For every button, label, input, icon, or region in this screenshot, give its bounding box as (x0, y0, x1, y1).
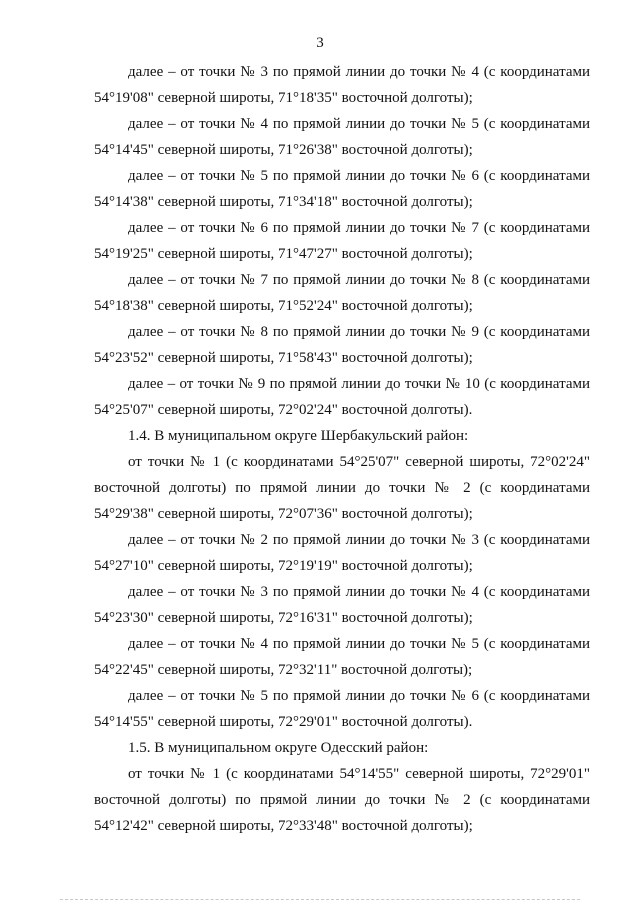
boundary-segment-paragraph: далее – от точки № 3 по прямой линии до точки № 4 (с координатами 54°19'08" северной широты, 71°18'35" восточной долготы); (94, 64, 590, 106)
boundary-segment-paragraph: от точки № 1 (с координатами 54°25'07" северной широты, 72°02'24" восточной долготы) по прямой линии до точки № 2 (с координатами 54°29'38" северной широты, 72°07'36" восточной долготы); (94, 454, 590, 522)
boundary-segment-paragraph: далее – от точки № 5 по прямой линии до точки № 6 (с координатами 54°14'55" северной широты, 72°29'01" восточной долготы). (94, 688, 590, 730)
boundary-segment-paragraph: от точки № 1 (с координатами 54°14'55" северной широты, 72°29'01" восточной долготы) по прямой линии до точки № 2 (с координатами 54°12'42" северной широты, 72°33'48" восточной долготы); (94, 766, 590, 834)
boundary-segment-paragraph: далее – от точки № 2 по прямой линии до точки № 3 (с координатами 54°27'10" северной широты, 72°19'19" восточной долготы); (94, 532, 590, 574)
boundary-segment-paragraph: далее – от точки № 5 по прямой линии до точки № 6 (с координатами 54°14'38" северной широты, 71°34'18" восточной долготы); (94, 168, 590, 210)
boundary-segment-paragraph: далее – от точки № 4 по прямой линии до точки № 5 (с координатами 54°22'45" северной широты, 72°32'11" восточной долготы); (94, 636, 590, 678)
section-heading: 1.4. В муниципальном округе Шербакульский район: (128, 428, 469, 444)
boundary-segment-paragraph: далее – от точки № 9 по прямой линии до точки № 10 (с координатами 54°25'07" северной широты, 72°02'24" восточной долготы). (94, 376, 590, 418)
boundary-segment-paragraph: далее – от точки № 4 по прямой линии до точки № 5 (с координатами 54°14'45" северной широты, 71°26'38" восточной долготы); (94, 116, 590, 158)
boundary-segment-paragraph: далее – от точки № 3 по прямой линии до точки № 4 (с координатами 54°23'30" северной широты, 72°16'31" восточной долготы); (94, 584, 590, 626)
boundary-segment-paragraph: далее – от точки № 7 по прямой линии до точки № 8 (с координатами 54°18'38" северной широты, 71°52'24" восточной долготы); (94, 272, 590, 314)
page-bottom-edge (60, 899, 580, 900)
document-body (94, 59, 590, 839)
page-number: 3 (316, 35, 324, 51)
section-heading: 1.5. В муниципальном округе Одесский район: (128, 740, 429, 756)
boundary-segment-paragraph: далее – от точки № 6 по прямой линии до точки № 7 (с координатами 54°19'25" северной широты, 71°47'27" восточной долготы); (94, 220, 590, 262)
boundary-segment-paragraph: далее – от точки № 8 по прямой линии до точки № 9 (с координатами 54°23'52" северной широты, 71°58'43" восточной долготы); (94, 324, 590, 366)
